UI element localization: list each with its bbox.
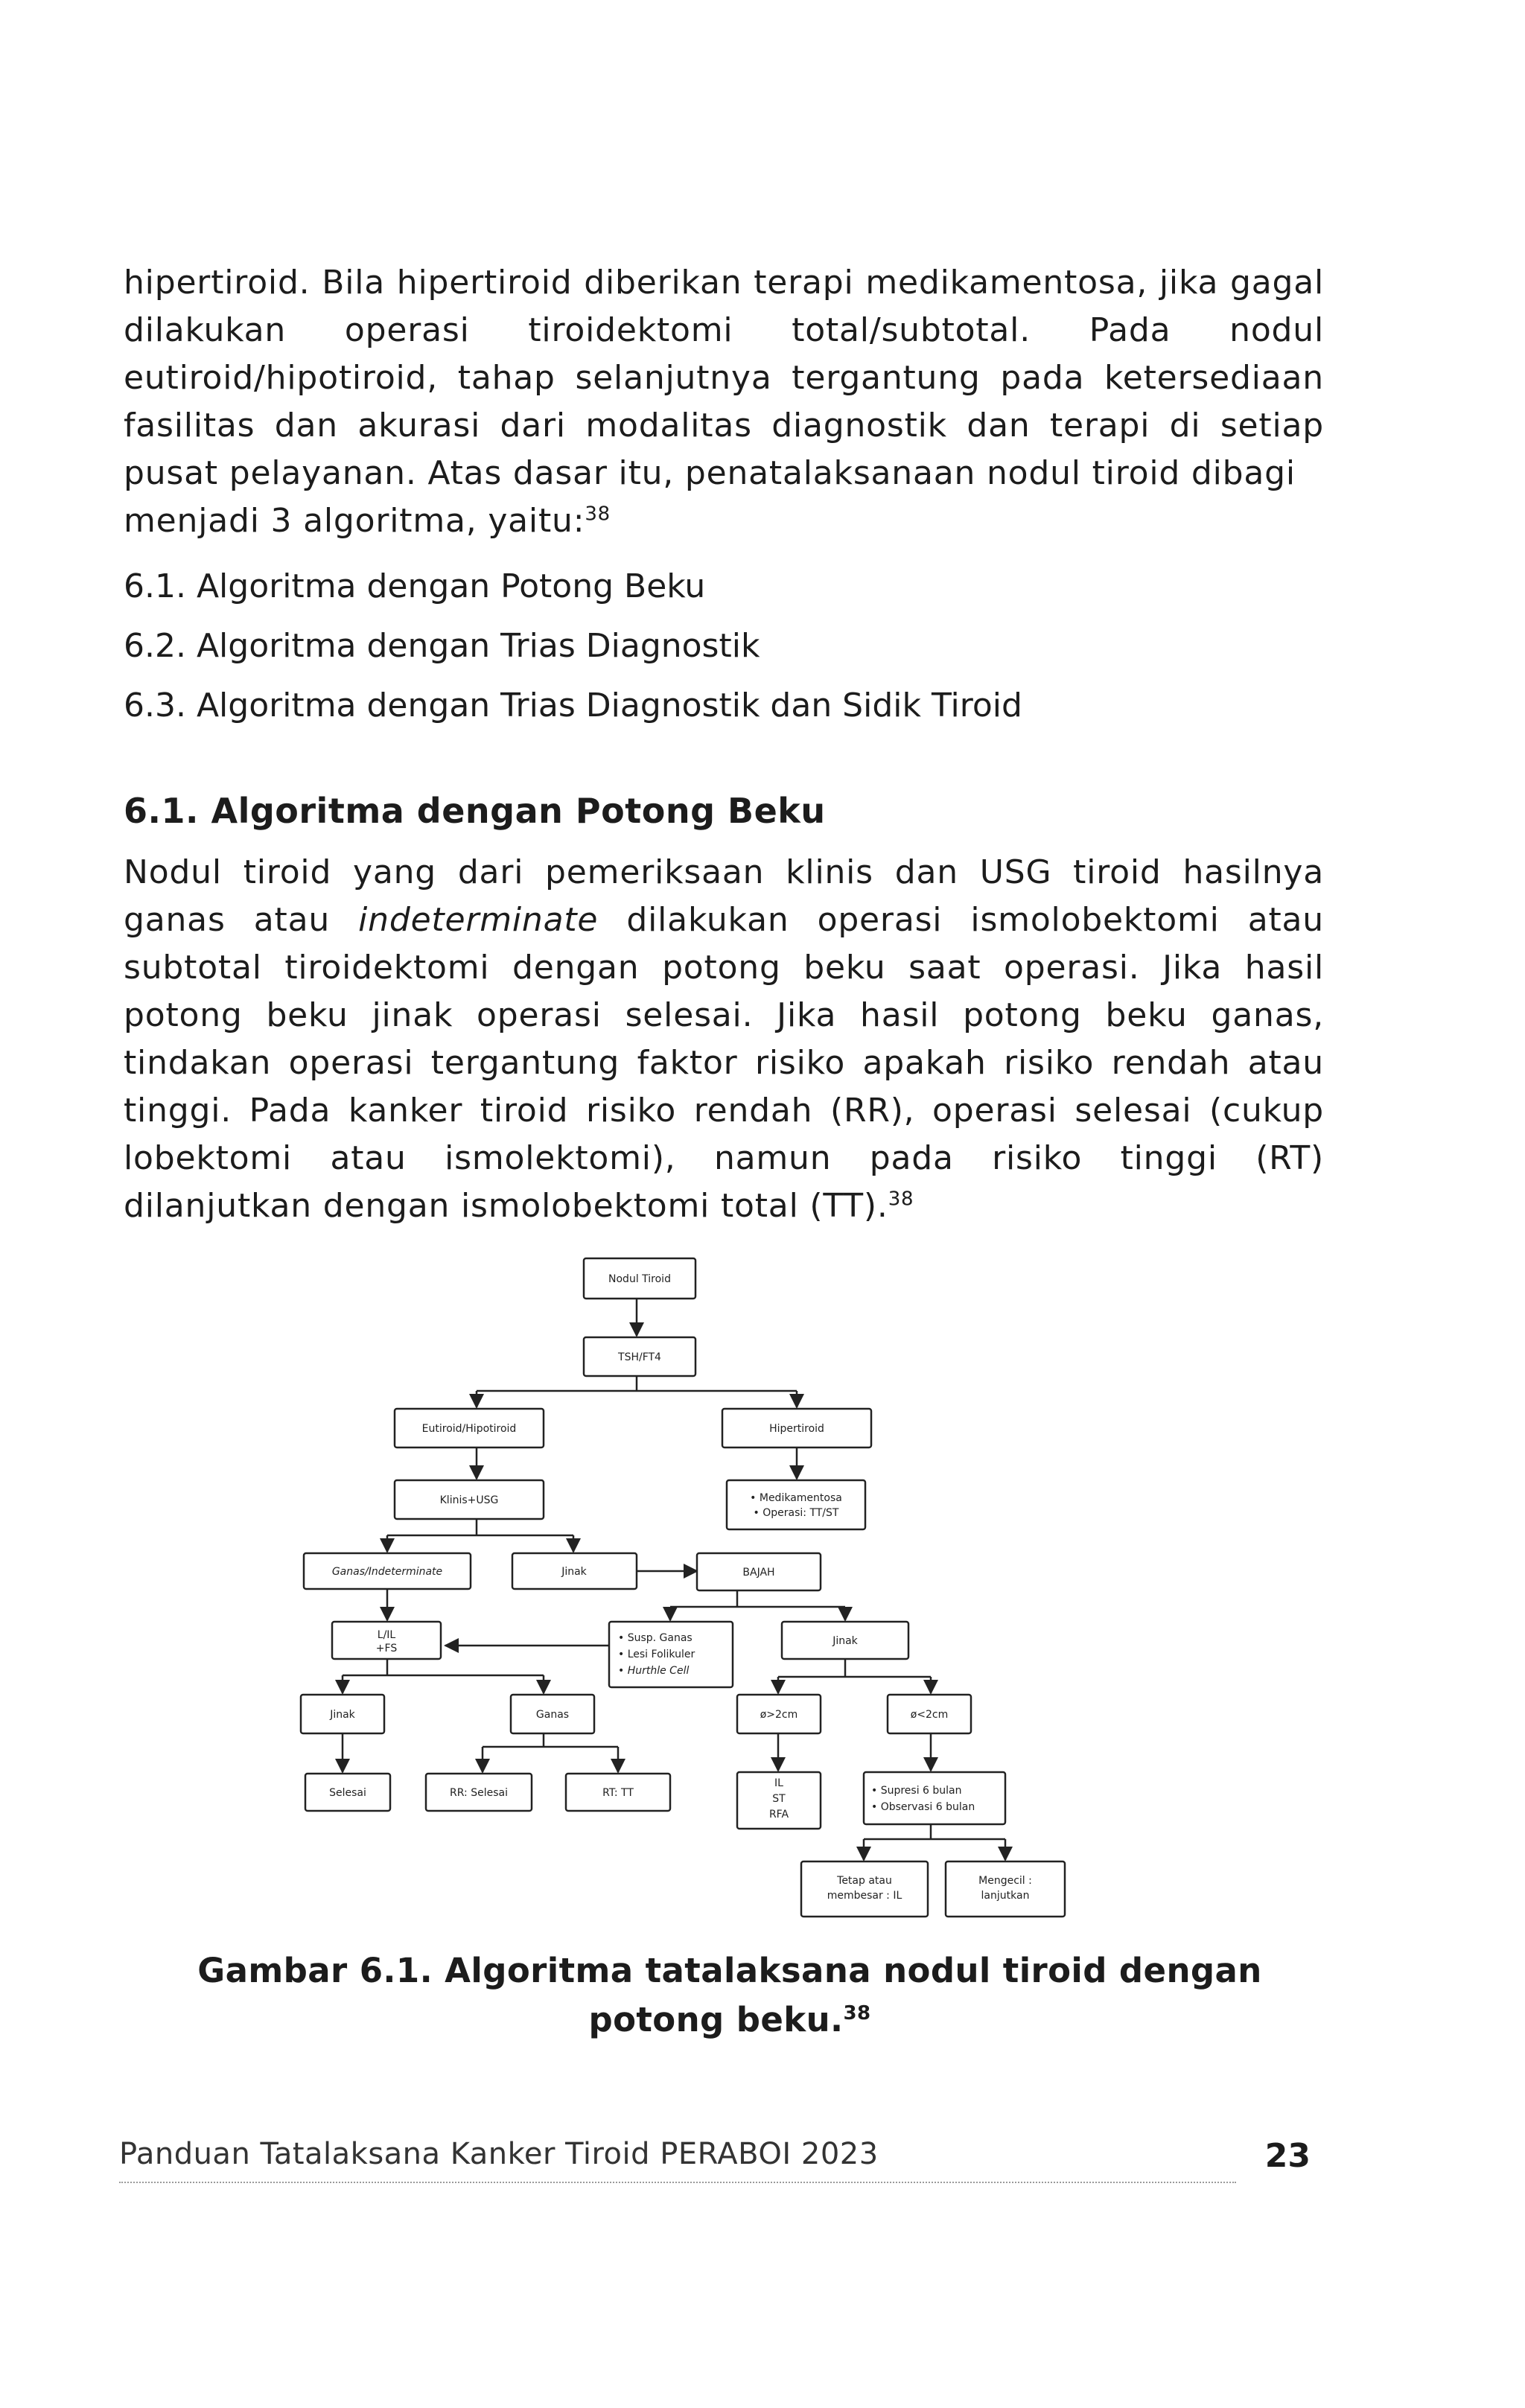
box-mengecil bbox=[946, 1861, 1065, 1917]
intro-text: hipertiroid. Bila hipertiroid diberikan terapi medikamentosa, jika gagal dilakukan operasi tiroidektomi total/subtotal. Pada nodul eutiroid/hipotiroid, tahap selanjutnya tergantung pada ketersediaan fasilitas dan akurasi dari modalitas diagnostik dan terapi di setiap pusat pelayanan. Atas dasar itu, penatalaksanaan nodul tiroid dibagi bbox=[124, 264, 1324, 492]
label-susp-3: • Hurthle Cell bbox=[618, 1665, 690, 1677]
caption-text: Gambar 6.1. Algoritma tatalaksana nodul tiroid dengan potong beku. bbox=[197, 1951, 1262, 2039]
label-selesai: Selesai bbox=[329, 1787, 366, 1799]
label-tsh: TSH/FT4 bbox=[618, 1351, 661, 1363]
label-rt-tt: RT: TT bbox=[602, 1787, 634, 1799]
label-mengecil: Mengecil : bbox=[978, 1875, 1032, 1887]
list-item: 6.3. Algoritma dengan Trias Diagnostik dan Sidik Tiroid bbox=[124, 687, 1022, 724]
label-ganas-fs: Ganas bbox=[535, 1709, 570, 1721]
section-text-italic: indeterminate bbox=[358, 901, 599, 939]
label-il: IL bbox=[774, 1777, 783, 1789]
label-hipertiroid: Hipertiroid bbox=[769, 1423, 824, 1435]
label-nodul-tiroid: Nodul Tiroid bbox=[608, 1273, 671, 1285]
caption-ref: 38 bbox=[843, 2002, 871, 2025]
label-supresi: • Supresi 6 bulan bbox=[871, 1785, 962, 1797]
label-st: ST bbox=[772, 1793, 786, 1805]
label-diameter-lt: ø<2cm bbox=[910, 1709, 949, 1721]
label-observasi: • Observasi 6 bulan bbox=[871, 1801, 975, 1813]
label-susp-2: • Lesi Folikuler bbox=[618, 1649, 695, 1660]
label-lanjutkan: lanjutkan bbox=[981, 1890, 1030, 1902]
label-fs: +FS bbox=[375, 1643, 398, 1654]
label-membesar: membesar : IL bbox=[827, 1890, 902, 1902]
label-ganas-indeterminate: Ganas/Indeterminate bbox=[331, 1566, 443, 1578]
section-heading: 6.1. Algoritma dengan Potong Beku bbox=[124, 791, 826, 831]
section-text-end: dilanjutkan dengan ismolobektomi total (TT). bbox=[124, 1187, 888, 1225]
section-text-mid: dilakukan operasi ismolobektomi atau subtotal tiroidektomi dengan potong beku saat operasi. Jika hasil potong beku jinak operasi selesai. Jika hasil potong beku ganas, tindakan operasi tergantung faktor risiko apakah risiko rendah atau tinggi. Pada kanker tiroid risiko rendah (RR), operasi selesai (cukup lobektomi atau ismolektomi), namun pada risiko tinggi (RT) bbox=[124, 901, 1324, 1177]
footer-title: Panduan Tatalaksana Kanker Tiroid PERABOI 2023 bbox=[119, 2137, 879, 2171]
label-jinak-top: Jinak bbox=[561, 1566, 587, 1578]
page-footer bbox=[119, 2137, 1311, 2189]
list-item: 6.2. Algoritma dengan Trias Diagnostik bbox=[124, 627, 760, 665]
footer-divider bbox=[119, 2182, 1236, 2183]
figure-caption bbox=[149, 1946, 1311, 2045]
box-tetap-membesar bbox=[801, 1861, 928, 1917]
label-lil: L/IL bbox=[377, 1629, 396, 1641]
label-bajah: BAJAH bbox=[742, 1567, 775, 1579]
list-item: 6.1. Algoritma dengan Potong Beku bbox=[124, 567, 706, 605]
box-medikamentosa bbox=[727, 1480, 865, 1529]
label-jinak-fs: Jinak bbox=[330, 1709, 355, 1721]
label-diameter-gt: ø>2cm bbox=[760, 1709, 798, 1721]
section-ref: 38 bbox=[888, 1188, 914, 1211]
box-supresi bbox=[864, 1772, 1005, 1824]
label-tetap: Tetap atau bbox=[837, 1875, 892, 1887]
label-rr-selesai: RR: Selesai bbox=[450, 1787, 508, 1799]
label-medik-2: • Operasi: TT/ST bbox=[753, 1507, 839, 1519]
section-text-start: Nodul tiroid yang dari pemeriksaan klinis dan USG tiroid hasilnya ganas atau bbox=[124, 853, 1324, 939]
label-jinak-bajah: Jinak bbox=[832, 1635, 858, 1647]
page-number: 23 bbox=[1264, 2137, 1311, 2175]
label-rfa: RFA bbox=[768, 1809, 789, 1821]
label-klinis: Klinis+USG bbox=[439, 1494, 499, 1506]
label-medik-1: • Medikamentosa bbox=[750, 1492, 842, 1504]
intro-last-text: menjadi 3 algoritma, yaitu: bbox=[124, 502, 585, 540]
intro-ref: 38 bbox=[585, 503, 611, 526]
label-susp-1: • Susp. Ganas bbox=[618, 1632, 693, 1644]
label-eutiroid: Eutiroid/Hipotiroid bbox=[421, 1423, 517, 1435]
